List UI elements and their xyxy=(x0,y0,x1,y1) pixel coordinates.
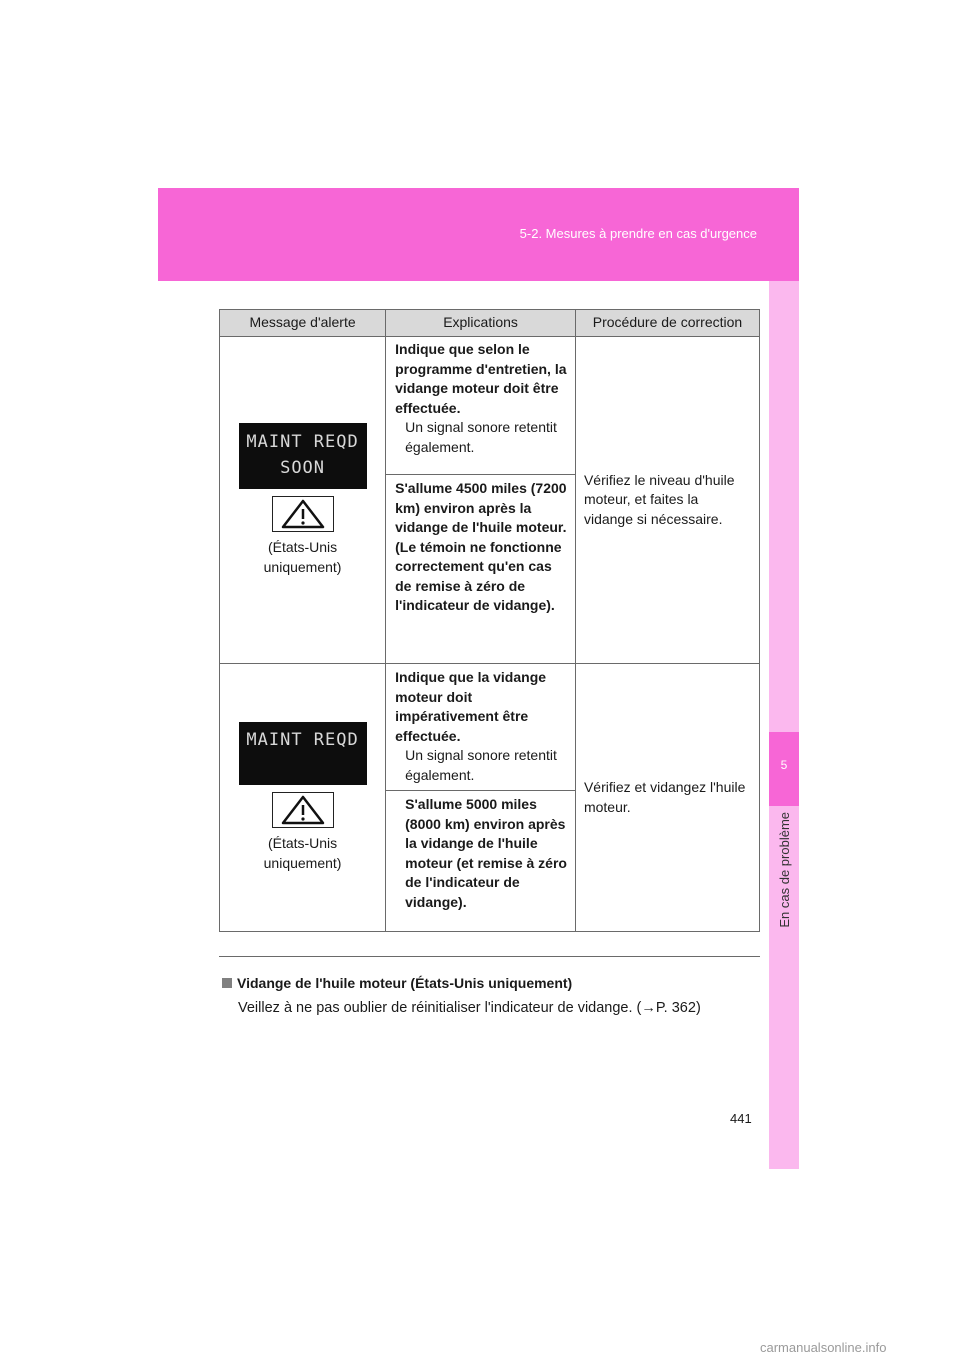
display-line: MAINT REQD xyxy=(246,730,359,750)
warning-triangle-icon xyxy=(272,792,334,828)
table-header-row xyxy=(220,310,760,337)
section-divider xyxy=(219,956,760,957)
section-title: 5-2. Mesures à prendre en cas d'urgence xyxy=(519,226,757,241)
procedure-text: Vérifiez le niveau d'huile moteur, et faites la vidange si nécessaire. xyxy=(583,471,735,527)
table-row xyxy=(220,664,760,791)
message-cell xyxy=(220,337,386,664)
column-header-message: Message d'alerte xyxy=(220,310,386,337)
watermark: carmanualsonline.info xyxy=(760,1340,887,1355)
note-heading xyxy=(222,975,572,991)
warning-triangle-icon xyxy=(272,496,334,532)
explication-detail: S'allume 4500 miles (7200 km) environ après la vidange de l'huile moteur. (Le témoin ne fonctionne correctement qu'en cas de remise à zéro de l'indicateur de vidange). xyxy=(395,480,567,613)
maint-reqd-soon-display xyxy=(239,423,367,489)
procedure-cell xyxy=(575,664,759,932)
note-body-suffix: ) xyxy=(695,1000,701,1016)
region-note: (États-Unis uniquement) xyxy=(263,835,342,871)
explication-main: Indique que la vidange moteur doit impérativement être effectuée. xyxy=(395,669,547,744)
table-row xyxy=(220,337,760,475)
explication-sub: Un signal sonore retentit également. xyxy=(405,747,557,783)
note-body-text: Veillez à ne pas oublier de réinitialiser l'indicateur de vidange. ( xyxy=(238,1000,642,1016)
note-heading-text: Vidange de l'huile moteur (États-Unis uniquement) xyxy=(237,975,573,991)
explication-cell xyxy=(386,475,576,664)
display-line: SOON xyxy=(280,458,326,478)
column-header-procedure: Procédure de correction xyxy=(575,310,759,337)
maint-reqd-display xyxy=(239,722,367,785)
square-bullet-icon xyxy=(222,978,232,988)
note-body xyxy=(238,1000,701,1016)
explication-cell xyxy=(386,791,576,932)
arrow-icon: → xyxy=(641,1000,656,1016)
chapter-label: En cas de problème xyxy=(777,812,792,928)
explication-main: Indique que selon le programme d'entretien, la vidange moteur doit être effectuée. xyxy=(395,341,567,416)
procedure-text: Vérifiez et vidangez l'huile moteur. xyxy=(583,779,746,815)
chapter-number: 5 xyxy=(780,758,788,772)
explication-sub: Un signal sonore retentit également. xyxy=(405,419,557,455)
page-reference-link[interactable]: P. 362 xyxy=(655,1000,696,1016)
column-header-explications: Explications xyxy=(386,310,576,337)
explication-detail: S'allume 5000 miles (8000 km) environ après la vidange de l'huile moteur (et remise à zéro de l'indicateur de vidange). xyxy=(405,796,567,910)
message-cell xyxy=(220,664,386,932)
explication-cell xyxy=(386,337,576,475)
region-note: (États-Unis uniquement) xyxy=(263,539,342,575)
warning-message-table xyxy=(219,309,760,932)
display-line: MAINT REQD xyxy=(246,432,359,452)
explication-cell xyxy=(386,664,576,791)
page-number: 441 xyxy=(730,1111,752,1126)
header-band xyxy=(158,188,799,281)
procedure-cell xyxy=(575,337,759,664)
side-chapter-tab xyxy=(769,281,799,1169)
